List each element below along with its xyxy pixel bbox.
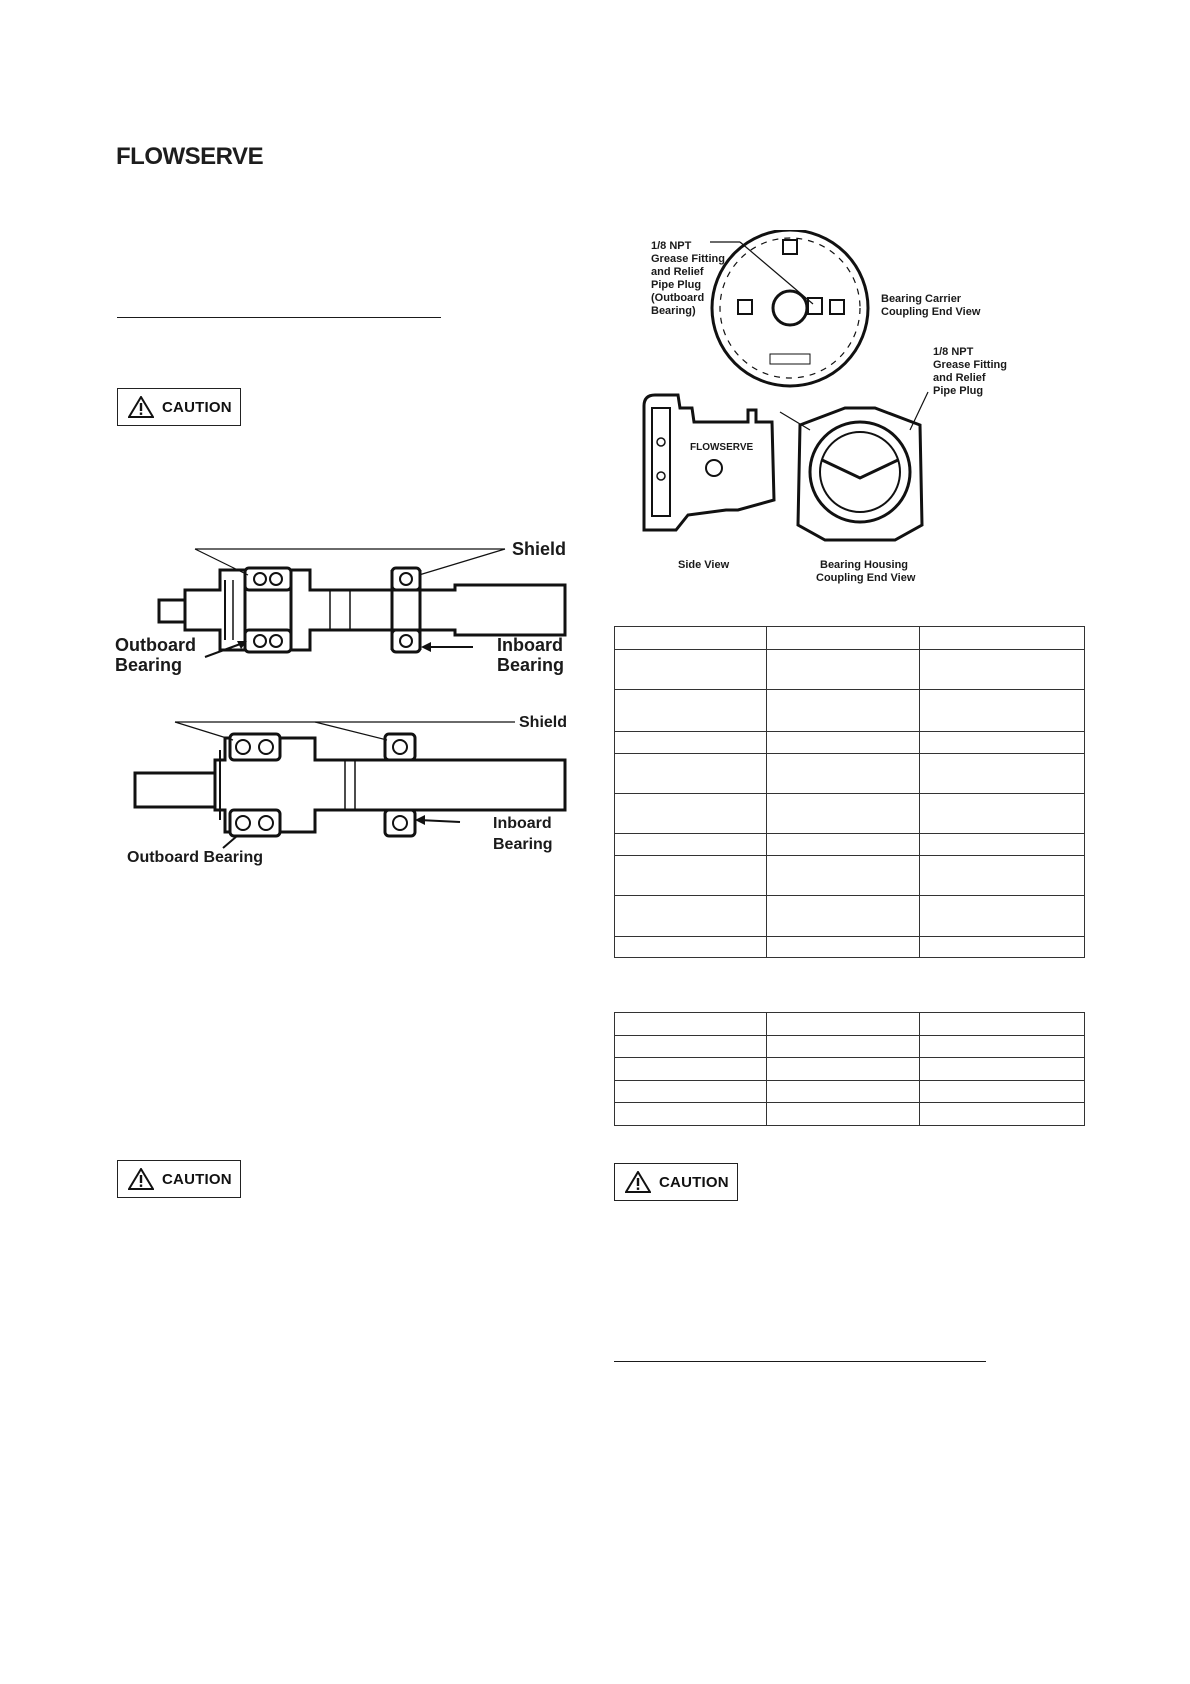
side-view-brand: FLOWSERVE <box>690 442 754 453</box>
label-shield-bottom: Shield <box>519 714 568 731</box>
section-rule-right <box>614 1361 986 1362</box>
table-row <box>615 732 1085 754</box>
housing-callout-1: 1/8 NPT <box>933 346 974 358</box>
table-row <box>615 1081 1085 1103</box>
warning-triangle-icon <box>625 1171 651 1193</box>
carrier-callout-2: Grease Fitting <box>651 253 725 265</box>
caution-label: CAUTION <box>659 1173 729 1191</box>
label-inboard-top-1: Inboard <box>497 635 563 655</box>
housing-callout-2: Grease Fitting <box>933 359 1007 371</box>
housing-callout-4: Pipe Plug <box>933 385 984 397</box>
table-row <box>615 690 1085 732</box>
carrier-label-2: Coupling End View <box>881 306 981 318</box>
table-row <box>615 896 1085 937</box>
data-table-2 <box>614 1012 1085 1126</box>
warning-triangle-icon <box>128 396 154 418</box>
data-table-1 <box>614 626 1085 958</box>
housing-label-2: Coupling End View <box>816 572 916 584</box>
side-view-label: Side View <box>678 559 730 571</box>
table-row <box>615 856 1085 896</box>
label-shield-top: Shield <box>512 539 567 559</box>
table-row <box>615 1013 1085 1036</box>
caution-badge-1 <box>117 388 241 426</box>
table-row <box>615 1036 1085 1058</box>
caution-badge-2 <box>117 1160 241 1198</box>
bearing-shield-figure-top <box>115 535 575 685</box>
carrier-callout-4: Pipe Plug <box>651 279 702 291</box>
section-rule-left <box>117 317 441 318</box>
table-row <box>615 937 1085 958</box>
caution-label: CAUTION <box>162 398 232 416</box>
table-row <box>615 627 1085 650</box>
housing-callout-3: and Relief <box>933 372 986 384</box>
table-row <box>615 1058 1085 1081</box>
carrier-callout-1: 1/8 NPT <box>651 240 692 252</box>
table-row <box>615 754 1085 794</box>
label-inboard-top-2: Bearing <box>497 655 565 675</box>
table-row <box>615 650 1085 690</box>
logo-text: FLOWSERVE <box>116 143 264 170</box>
bearing-shield-figure-bottom <box>115 710 575 870</box>
table-row <box>615 1103 1085 1126</box>
label-outboard-top-2: Bearing <box>115 655 183 675</box>
flowserve-logo <box>116 142 266 172</box>
label-inboard-bottom-2: Bearing <box>493 836 553 853</box>
bearing-housing-figure <box>630 230 1050 595</box>
table-row <box>615 794 1085 834</box>
carrier-label-1: Bearing Carrier <box>881 293 962 305</box>
caution-badge-3 <box>614 1163 738 1201</box>
caution-label: CAUTION <box>162 1170 232 1188</box>
warning-triangle-icon <box>128 1168 154 1190</box>
carrier-callout-3: and Relief <box>651 266 704 278</box>
label-outboard-bottom: Outboard Bearing <box>127 849 264 866</box>
label-inboard-bottom-1: Inboard <box>493 815 552 832</box>
table-row <box>615 834 1085 856</box>
label-outboard-top-1: Outboard <box>115 635 196 655</box>
housing-label-1: Bearing Housing <box>820 559 909 571</box>
carrier-callout-5: (Outboard <box>651 292 705 304</box>
carrier-callout-6: Bearing) <box>651 305 696 317</box>
